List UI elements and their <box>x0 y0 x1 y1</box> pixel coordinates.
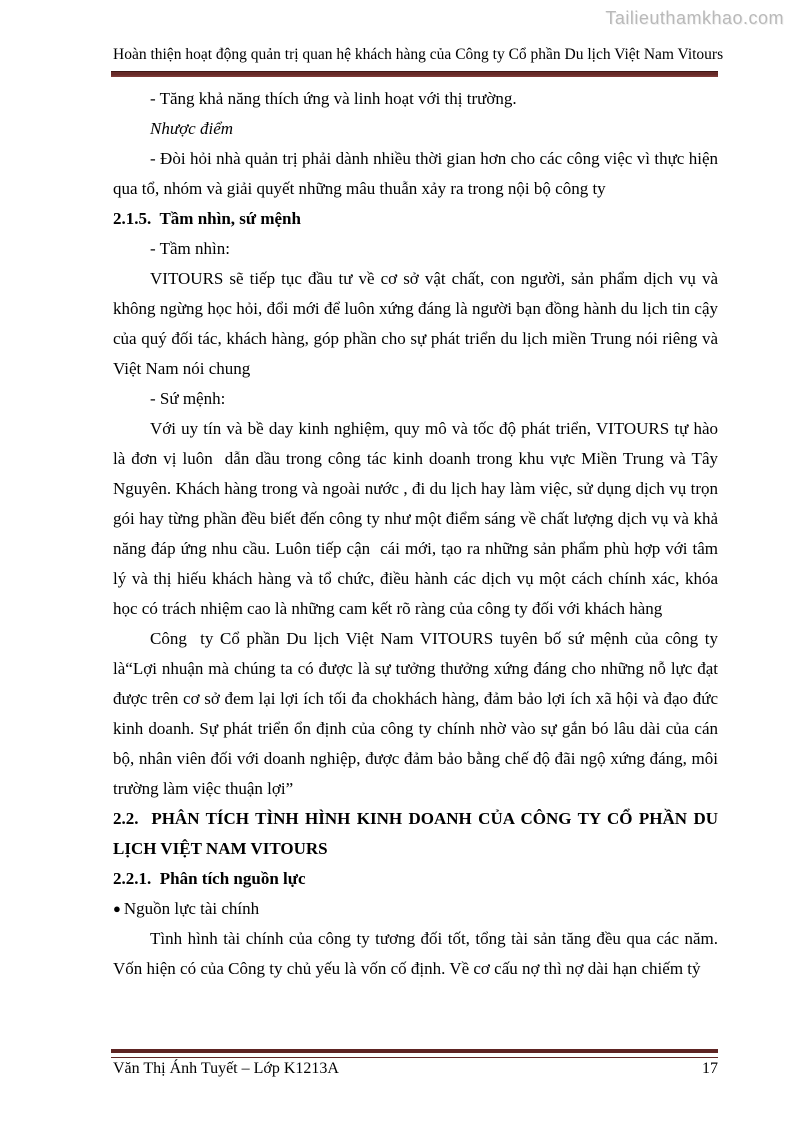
footer-author: Văn Thị Ánh Tuyết – Lớp K1213A <box>113 1060 339 1077</box>
paragraph-mission: Với uy tín và bề day kinh nghiệm, quy mô và tốc độ phát triển, VITOURS tự hào là đơn vị luôn dẫn dầu trong công tác kinh doanh trong khu vực Miền Trung và Tây Nguyên. Khách hàng trong và ngoài nước , đi du lịch hay làm việc, sử dụng dịch vụ trọn gói hay từng phần đều biết đến công ty như một điểm sáng về chất lượng dịch vụ và khả năng đáp ứng nhu cầu. Luôn tiếp cận cái mới, tạo ra những sản phẩm phù hợp với tâm lý và thị hiếu khách hàng và tổ chức, điều hành các dịch vụ một cách chính xác, khóa học có trách nhiệm cao là những cam kết rõ ràng của công ty đối với khách hàng <box>113 419 718 618</box>
bullet-icon: ● <box>113 901 121 916</box>
header-rule <box>111 71 718 77</box>
running-header-title: Hoàn thiện hoạt động quản trị quan hệ khách hàng của Công ty Cổ phần Du lịch Việt Nam Vitours <box>113 46 724 63</box>
paragraph-disadvantage: - Đòi hỏi nhà quản trị phải dành nhiều thời gian hơn cho các công việc vì thực hiện qua tổ, nhóm và giải quyết những mâu thuẫn xảy ra trong nội bộ công ty <box>113 149 718 198</box>
footer-page-number: 17 <box>702 1060 718 1077</box>
paragraph-advantage: - Tăng khả năng thích ứng và linh hoạt với thị trường. <box>150 89 517 108</box>
paragraph-mission-statement: Công ty Cổ phần Du lịch Việt Nam VITOURS tuyên bố sứ mệnh của công ty là“Lợi nhuận mà chúng ta có được là sự tưởng thưởng xứng đáng cho những nỗ lực đạt được trên cơ sở đem lại lợi ích tối đa chokhách hàng, đảm bảo lợi ích xã hội và đạo đức kinh doanh. Sự phát triển ổn định của công ty chính nhờ vào sự gắn bó lâu dài của cán bộ, nhân viên đối với doanh nghiệp, được đảm bảo bằng chế độ đãi ngộ xứng đáng, môi trường làm việc thuận lợi” <box>113 629 718 798</box>
section-heading-2-2-line1: 2.2. PHÂN TÍCH TÌNH HÌNH KINH DOANH CỦA CÔNG TY CỔ PHẦN DU <box>113 809 718 828</box>
bullet-item-financial-resources <box>113 894 718 924</box>
section-heading-2-1-5: 2.1.5. Tầm nhìn, sứ mệnh <box>113 209 301 228</box>
bullet-item-label: Nguồn lực tài chính <box>123 899 260 918</box>
site-watermark: Tailieuthamkhao.com <box>605 8 784 28</box>
document-body <box>113 84 718 984</box>
paragraph-finance: Tình hình tài chính của công ty tương đối tốt, tổng tài sản tăng đều qua các năm. Vốn hiện có của Công ty chủ yếu là vốn cố định. Về cơ cấu nợ thì nợ dài hạn chiếm tỷ <box>113 929 718 978</box>
section-heading-2-2-1: 2.2.1. Phân tích nguồn lực <box>113 869 306 888</box>
paragraph-vision: VITOURS sẽ tiếp tục đầu tư về cơ sở vật chất, con người, sản phẩm dịch vụ và không ngừng học hỏi, đổi mới để luôn xứng đáng là người bạn đồng hành du lịch tin cậy của quý đối tác, khách hàng, góp phần cho sự phát triển du lịch miền Trung nói riêng và Việt Nam nói chung <box>113 269 718 378</box>
section-heading-2-2-line2: LỊCH VIỆT NAM VITOURS <box>113 839 328 858</box>
footer-rule-thin-line <box>111 1057 718 1058</box>
paragraph-mission-label: - Sứ mệnh: <box>150 389 226 408</box>
footer-rule <box>111 1049 718 1058</box>
page-footer <box>113 1060 718 1078</box>
paragraph-vision-label: - Tầm nhìn: <box>150 239 230 258</box>
paragraph-disadvantage-label: Nhược điểm <box>150 119 234 138</box>
